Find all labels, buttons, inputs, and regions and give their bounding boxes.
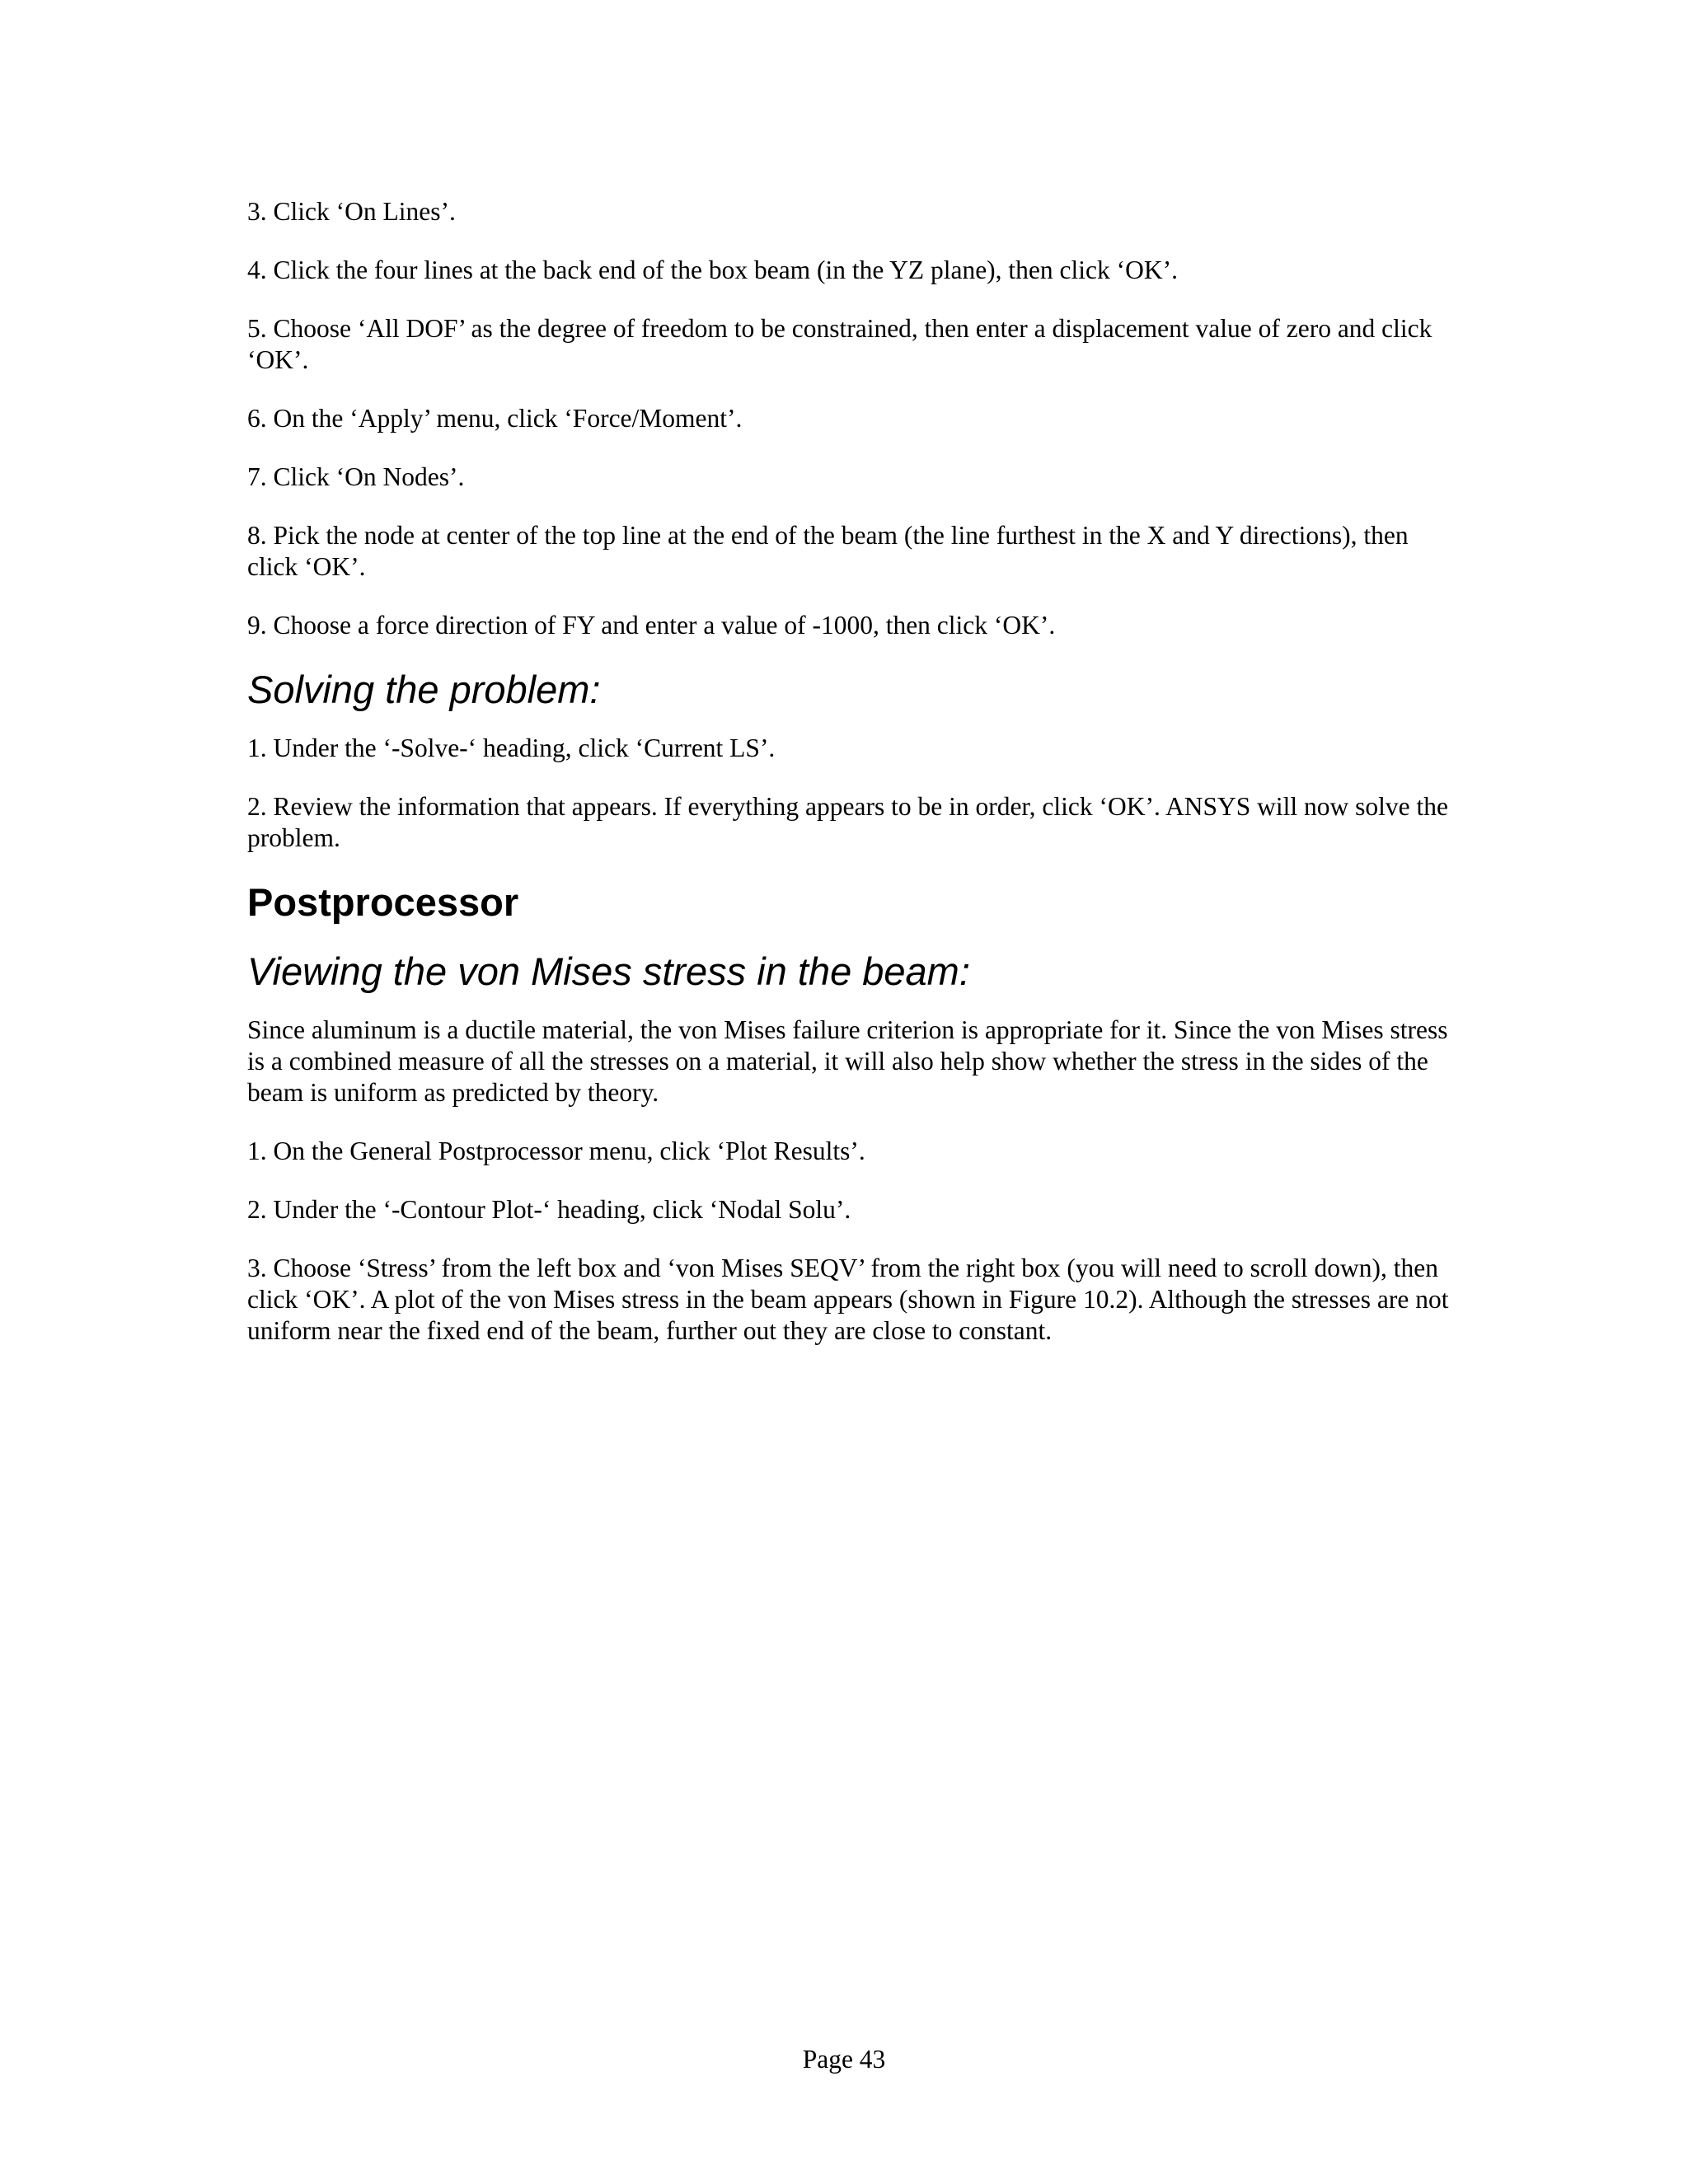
step-paragraph: 3. Choose ‘Stress’ from the left box and ‘von Mises SEQV’ from the right box (you will need to scroll down), then click ‘OK’. A plot of the von Mises stress in the beam appears (shown in Figure 10.2). Although the stresses are not uniform near the fixed end of the beam, further out they are close to constant. bbox=[247, 1254, 1449, 1345]
step-paragraph: 9. Choose a force direction of FY and enter a value of -1000, then click ‘OK’. bbox=[247, 611, 1056, 640]
step-paragraph: 4. Click the four lines at the back end of the box beam (in the YZ plane), then click ‘OK’. bbox=[247, 255, 1178, 284]
step-paragraph: 3. Click ‘On Lines’. bbox=[247, 197, 456, 226]
intro-paragraph: Since aluminum is a ductile material, the von Mises failure criterion is appropriate for it. Since the von Mises stress is a combined measure of all the stresses on a material, it will also help show whether the stress in the sides of the beam is uniform as predicted by theory. bbox=[247, 1015, 1448, 1107]
page-number: Page 43 bbox=[802, 2045, 886, 2074]
step-paragraph: 2. Under the ‘-Contour Plot-‘ heading, click ‘Nodal Solu’. bbox=[247, 1195, 851, 1224]
step-paragraph: 5. Choose ‘All DOF’ as the degree of freedom to be constrained, then enter a displacement value of zero and click ‘OK’. bbox=[247, 314, 1432, 374]
step-paragraph: 1. On the General Postprocessor menu, click ‘Plot Results’. bbox=[247, 1137, 865, 1165]
subsection-heading-von-mises: Viewing the von Mises stress in the beam: bbox=[247, 949, 970, 993]
step-paragraph: 6. On the ‘Apply’ menu, click ‘Force/Moment’. bbox=[247, 404, 743, 433]
step-paragraph: 1. Under the ‘-Solve-‘ heading, click ‘Current LS’. bbox=[247, 733, 776, 762]
step-paragraph: 2. Review the information that appears. If everything appears to be in order, click ‘OK’. ANSYS will now solve the problem. bbox=[247, 792, 1448, 852]
document-body bbox=[247, 196, 1451, 1374]
section-heading-solving: Solving the problem: bbox=[247, 668, 601, 711]
section-heading-postprocessor: Postprocessor bbox=[247, 880, 519, 924]
step-paragraph: 7. Click ‘On Nodes’. bbox=[247, 462, 465, 491]
step-paragraph: 8. Pick the node at center of the top line at the end of the beam (the line furthest in the X and Y directions), then click ‘OK’. bbox=[247, 521, 1409, 581]
